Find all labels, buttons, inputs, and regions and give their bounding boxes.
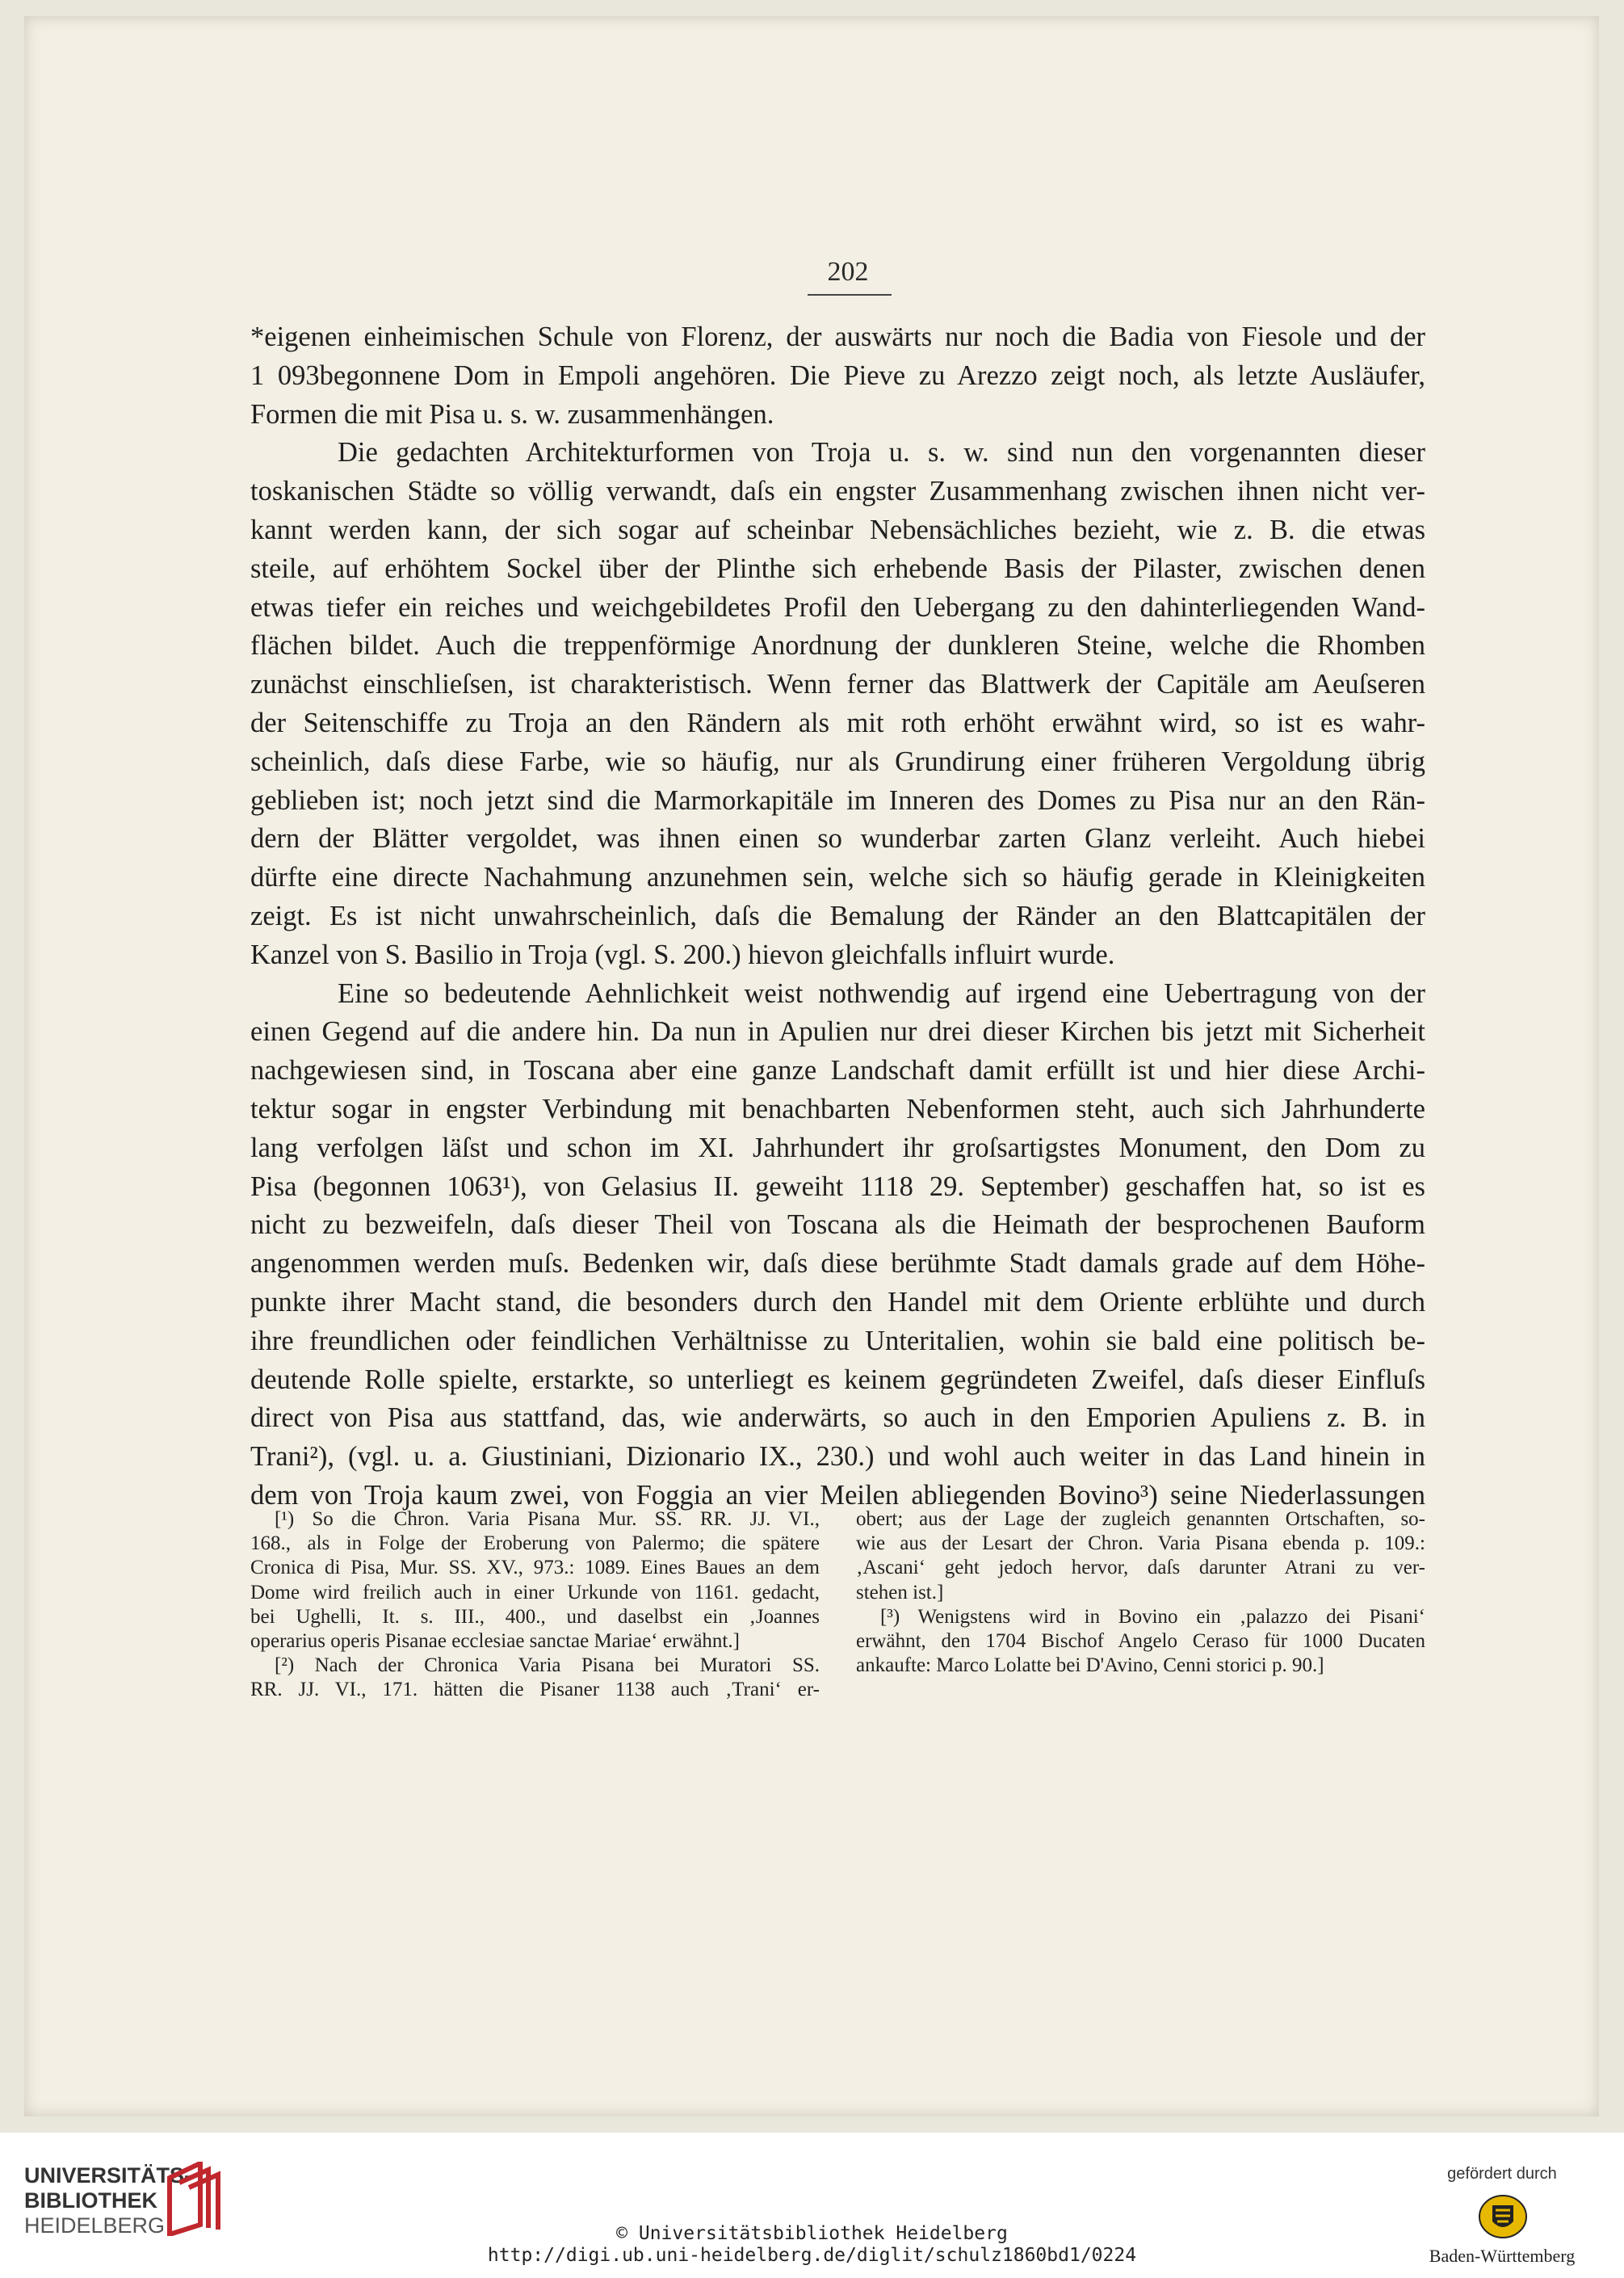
text-line: direct von Pisa aus stattfand, das, wie anderwärts, so auch in den Emporien Apuliens z. B. in xyxy=(250,1402,1425,1434)
text-line: dem von Troja kaum zwei, von Foggia an vier Meilen abliegenden Bovino³) seine Niederlassungen xyxy=(250,1479,1425,1511)
library-name-line2: BIBLIOTHEK xyxy=(24,2188,157,2213)
text-line: der Seitenschiffe zu Troja an den Rändern als mit roth erhöht erwähnt wird, so ist es wahr- xyxy=(250,707,1425,738)
text-line: einen Gegend auf die andere hin. Da nun in Apulien nur drei dieser Kirchen bis jetzt mit Sicherheit xyxy=(250,1016,1425,1048)
text-line: zunächst einschlieſsen, ist charakteristisch. Wenn ferner das Blattwerk der Capitäle am Aeuſseren xyxy=(250,669,1425,700)
text-line: dürfte eine directe Nachahmung anzunehmen sein, welche sich so häufig gerade in Kleinigkeiten xyxy=(250,862,1425,893)
text-line: steile, auf erhöhtem Sockel über der Plinthe sich erhebende Basis der Pilaster, zwischen denen xyxy=(250,553,1425,584)
text-line: etwas tiefer ein reiches und weichgebildetes Profil den Uebergang zu den dahinterliegenden Wand- xyxy=(250,591,1425,623)
text-line: zeigt. Es ist nicht unwahrscheinlich, daſs die Bemalung der Ränder an den Blattcapitälen der xyxy=(250,900,1425,931)
footnote-line: operarius operis Pisanae ecclesiae sanctae Mariae‘ erwähnt.] xyxy=(250,1629,740,1652)
footnotes-right-column xyxy=(856,1507,1425,1678)
funder-name: Baden-Württemberg xyxy=(1429,2246,1576,2266)
text-line: Pisa (begonnen 1063¹), von Gelasius II. geweiht 1118 29. September) geschaffen hat, so ist es xyxy=(250,1171,1425,1202)
footnote-line: stehen ist.] xyxy=(856,1581,944,1603)
permalink[interactable]: http://digi.ub.uni-heidelberg.de/diglit/schulz1860bd1/0224 xyxy=(487,2245,1137,2266)
text-line: nicht zu bezweifeln, daſs dieser Theil von Toscana als die Heimath der besprochenen Bauform xyxy=(250,1209,1425,1241)
text-line: angenommen werden muſs. Bedenken wir, daſs diese berühmte Stadt damals grade auf dem Höhe- xyxy=(250,1248,1425,1280)
text-line: punkte ihrer Macht stand, die besonders durch den Handel mit dem Oriente erblühte und durch xyxy=(250,1286,1425,1318)
text-line: geblieben ist; noch jetzt sind die Marmorkapitäle im Inneren des Domes zu Pisa nur an den Rän- xyxy=(250,784,1425,816)
library-name-line1: UNIVERSITÄTS- xyxy=(24,2163,192,2188)
copyright-text: © Universitätsbibliothek Heidelberg xyxy=(616,2223,1008,2244)
footnote-line: Cronica di Pisa, Mur. SS. XV., 973.: 1089. Eines Baues an dem xyxy=(250,1557,820,1579)
text-line: toskanischen Städte so völlig verwandt, daſs ein engster Zusammenhang zwischen ihnen nicht ver- xyxy=(250,476,1425,507)
footnote-line: 168., als in Folge der Eroberung von Palermo; die spätere xyxy=(250,1532,820,1555)
text-line: scheinlich, daſs diese Farbe, wie so häufig, nur als Grundirung einer früheren Vergoldung übrig xyxy=(250,746,1425,777)
text-line: nachgewiesen sind, in Toscana aber eine ganze Landschaft damit erfüllt ist und hier diese Archi- xyxy=(250,1055,1425,1086)
text-line: lang verfolgen läſst und schon im XI. Jahrhundert ihr groſsartigstes Monument, den Dom zu xyxy=(250,1132,1425,1163)
footnote-line: ankaufte: Marco Lolatte bei D'Avino, Cenni storici p. 90.] xyxy=(856,1654,1324,1677)
footnote-line: obert; aus der Lage der zugleich genannten Ortschaften, so- xyxy=(856,1508,1425,1530)
copyright-notice xyxy=(0,2223,1624,2267)
footnote-line: [³) Wenigstens wird in Bovino ein ‚palazzo dei Pisani‘ xyxy=(880,1605,1425,1628)
text-line: kannt werden kann, der sich sogar auf scheinbar Nebensächliches bezieht, wie z. B. die etwas xyxy=(250,514,1425,545)
funder-caption: gefördert durch xyxy=(1447,2165,1557,2183)
footnote-line: RR. JJ. VI., 171. hätten die Pisaner 1138 auch ‚Trani‘ er- xyxy=(250,1679,820,1701)
footnote-line: erwähnt, den 1704 Bischof Angelo Ceraso für 1000 Ducaten xyxy=(856,1629,1425,1652)
page-number: 202 xyxy=(827,257,869,287)
footnote-line: wie aus der Lesart der Chron. Varia Pisana ebenda p. 109.: xyxy=(856,1532,1425,1555)
footnote-line: Dome wird freilich auch in einer Urkunde von 1161. gedacht, xyxy=(250,1581,820,1603)
page-number-rule xyxy=(808,294,892,296)
coat-of-arms-icon xyxy=(1478,2194,1528,2239)
text-line: dern der Blätter vergoldet, was ihnen einen so wunderbar zarten Glanz verleiht. Auch hiebei xyxy=(250,823,1425,855)
body-text xyxy=(250,318,1425,1515)
footnote-line: [²) Nach der Chronica Varia Pisana bei Muratori SS. xyxy=(275,1654,820,1677)
footnote-line: bei Ughelli, It. s. III., 400., und daselbst ein ‚Joannes xyxy=(250,1605,820,1628)
footnotes-left-column xyxy=(250,1507,820,1703)
text-line: deutende Rolle spielte, erstarkte, so unterliegt es keinem gegründeten Zweifel, daſs dieser Einfluſs xyxy=(250,1364,1425,1395)
footnote-line: ‚Ascani‘ geht jedoch hervor, daſs darunter Atrani zu ver- xyxy=(856,1557,1425,1579)
text-line: tektur sogar in engster Verbindung mit benachbarten Nebenformen steht, auch sich Jahrhunderte xyxy=(250,1093,1425,1124)
text-line: *eigenen einheimischen Schule von Florenz, der auswärts nur noch die Badia von Fiesole und der xyxy=(250,322,1425,352)
text-line: Formen die mit Pisa u. s. w. zusammenhängen. xyxy=(250,398,774,430)
footnote-line: [¹) So die Chron. Varia Pisana Mur. SS. RR. JJ. VI., xyxy=(275,1508,820,1530)
text-line: flächen bildet. Auch die treppenförmige Anordnung der dunkleren Steine, welche die Rhomben xyxy=(250,630,1425,662)
text-line: Die gedachten Architekturformen von Troja u. s. w. sind nun den vorgenannten dieser xyxy=(338,437,1425,469)
viewer-footer xyxy=(0,2133,1624,2278)
text-line: Kanzel von S. Basilio in Troja (vgl. S. 200.) hievon gleichfalls influirt wurde. xyxy=(250,939,1115,970)
library-name-line3: HEIDELBERG xyxy=(24,2213,166,2238)
text-line: Trani²), (vgl. u. a. Giustiniani, Dizionario IX., 230.) und wohl auch weiter in das Land hinein in xyxy=(250,1441,1425,1473)
text-line: 1 093begonnene Dom in Empoli angehören. Die Pieve zu Arezzo zeigt noch, als letzte Ausläufer, xyxy=(250,359,1425,391)
text-line: Eine so bedeutende Aehnlichkeit weist nothwendig auf irgend eine Uebertragung von der xyxy=(338,977,1425,1009)
text-line: ihre freundlichen oder feindlichen Verhältnisse zu Unteritalien, wohin sie bald eine politisch be- xyxy=(250,1325,1425,1356)
